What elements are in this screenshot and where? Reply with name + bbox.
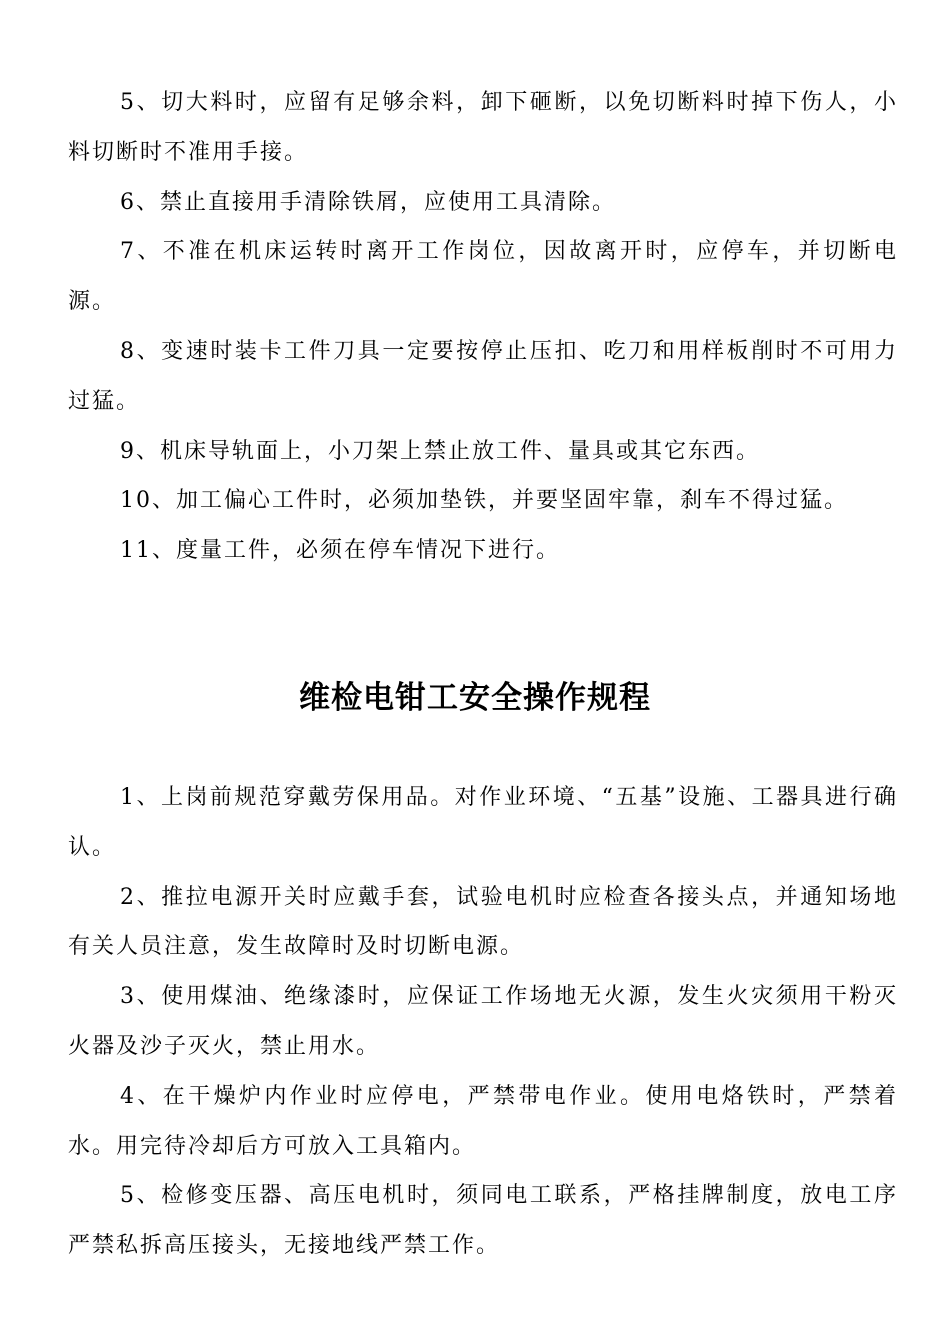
rule-paragraph: 5、检修变压器、高压电机时，须同电工联系，严格挂牌制度，放电工序严禁私拆高压接头，无接地线严禁工作。	[68, 1183, 898, 1259]
rule-paragraph: 4、在干燥炉内作业时应停电，严禁带电作业。使用电烙铁时，严禁着水。用完待冷却后方可放入工具箱内。	[68, 1083, 898, 1159]
lathe-safety-rules-continued	[68, 78, 898, 576]
electrician-fitter-safety-rules	[68, 773, 898, 1271]
rule-paragraph: 2、推拉电源开关时应戴手套，试验电机时应检查各接头点，并通知场地有关人员注意，发生故障时及时切断电源。	[68, 884, 898, 960]
rule-paragraph: 7、不准在机床运转时离开工作岗位，因故离开时，应停车，并切断电源。	[68, 239, 898, 315]
rule-paragraph: 9、机床导轨面上，小刀架上禁止放工件、量具或其它东西。	[120, 438, 760, 464]
rule-paragraph: 6、禁止直接用手清除铁屑，应使用工具清除。	[120, 189, 616, 215]
rule-paragraph: 10、加工偏心工件时，必须加垫铁，并要坚固牢靠，刹车不得过猛。	[120, 488, 848, 514]
section-title: 维检电钳工安全操作规程	[299, 680, 651, 716]
rule-paragraph: 11、度量工件，必须在停车情况下进行。	[120, 538, 560, 564]
rule-paragraph: 1、上岗前规范穿戴劳保用品。对作业环境、“五基”设施、工器具进行确认。	[68, 785, 898, 860]
rule-paragraph: 3、使用煤油、绝缘漆时，应保证工作场地无火源，发生火灾须用干粉灭火器及沙子灭火，禁止用水。	[68, 984, 898, 1059]
rule-paragraph: 5、切大料时，应留有足够余料，卸下砸断，以免切断料时掉下伤人，小料切断时不准用手接。	[68, 90, 898, 165]
rule-paragraph: 8、变速时装卡工件刀具一定要按停止压扣、吃刀和用样板削时不可用力过猛。	[68, 338, 898, 414]
